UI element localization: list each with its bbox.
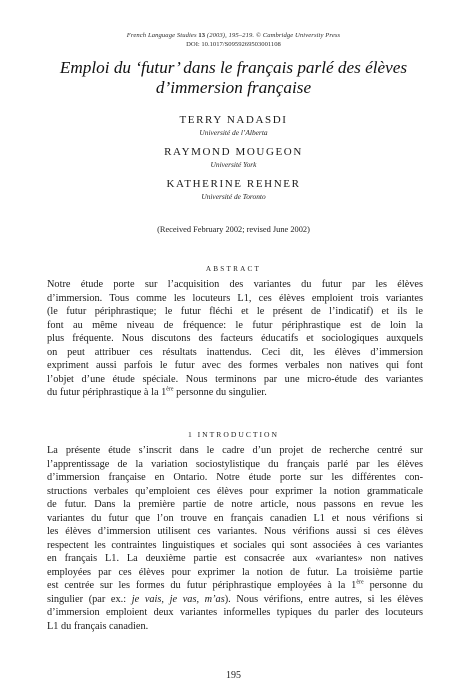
text-line: L1 du français canadien. bbox=[47, 620, 149, 632]
text-line: La présente étude s’inscrit dans le cadre d’un projet de recherche centré sur bbox=[47, 445, 423, 456]
text-line: les élèves d’immersion utilisent ces variantes. Nous vérifions aussi si ces élèves bbox=[47, 526, 423, 537]
section-heading: 1 INTRODUCTION bbox=[187, 430, 280, 439]
text-line: employées par ces élèves pour exprimer la notion de futur. La troisième partie bbox=[47, 566, 423, 578]
doi: DOI: 10.1017/S0959269503001108 bbox=[186, 41, 281, 48]
author-name: RAYMOND MOUGEON bbox=[164, 146, 303, 158]
text-fragment: singulier (par ex.: bbox=[47, 593, 132, 605]
text-line: on peut attribuer ces résultats inattendus. Ceci dit, les élèves d’immersion bbox=[47, 346, 423, 358]
title-line-2: d’immersion française bbox=[155, 78, 312, 97]
example-forms: je vais, je vas, m’as bbox=[131, 593, 225, 605]
article-title bbox=[30, 58, 437, 98]
author-affiliation: Université de Toronto bbox=[201, 192, 266, 201]
page-number: 195 bbox=[226, 670, 241, 681]
text-line bbox=[47, 579, 423, 593]
ordinal-superscript: ère bbox=[166, 386, 174, 393]
text-line: (le futur périphrastique; le futur fléchi et le présent de l’indicatif) et ils le bbox=[47, 306, 423, 317]
text-line: l’objet d’une étude spéciale. Nous terminons par une micro-étude des variantes bbox=[47, 373, 423, 385]
author-name: TERRY NADASDI bbox=[179, 114, 288, 126]
text-line: d’immersion française en Ontario. Notre étude porte sur les différentes con- bbox=[47, 472, 423, 483]
introduction-text bbox=[47, 444, 423, 633]
received-dates: (Received February 2002; revised June 2002) bbox=[157, 225, 310, 234]
text-line bbox=[47, 593, 423, 607]
text-line bbox=[47, 386, 423, 400]
author-name: KATHERINE REHNER bbox=[166, 178, 301, 190]
ordinal-superscript: ère bbox=[356, 579, 364, 586]
text-line: variantes du futur que l’on trouve en français canadien L1 et nous vérifions si bbox=[47, 512, 423, 524]
text-line: font au même niveau de fréquence: le futur périphrastique est de loin la bbox=[47, 319, 423, 331]
text-line: Notre étude porte sur l’acquisition des variantes du futur par les élèves bbox=[47, 279, 423, 290]
text-line: plus fréquente. Nous discutons des facteurs éducatifs et sociologiques auxquels bbox=[47, 333, 423, 344]
text-fragment: est centrée sur les formes du futur périphrastique employées à la 1 bbox=[47, 580, 357, 591]
author-affiliation: Université de l’Alberta bbox=[199, 128, 268, 137]
title-line-1: Emploi du ‘futur’ dans le français parlé des élèves bbox=[59, 58, 408, 77]
journal-pages: (2003), 195–219. © Cambridge University Press bbox=[206, 32, 341, 39]
text-fragment: ). Nous vérifions, entre autres, si les élèves bbox=[224, 593, 423, 605]
text-line: respectent les contraintes linguistiques et sociales qui sont associées à ces variantes bbox=[47, 539, 423, 551]
abstract-text bbox=[47, 278, 423, 400]
text-fragment: du futur périphrastique à la 1 bbox=[47, 387, 167, 398]
journal-name: French Language Studies bbox=[126, 32, 197, 39]
text-line: expriment aussi parfois le futur avec des formes verbales non natives qui font bbox=[47, 360, 423, 371]
text-line: en français L1. La deuxième partie est consacrée aux «variantes» non natives bbox=[47, 553, 423, 564]
text-fragment: personne du bbox=[363, 580, 423, 591]
text-line: d’immersion emploient deux variantes informelles typiques du parler des locuteurs bbox=[47, 607, 423, 618]
journal-volume: 13 bbox=[198, 32, 206, 39]
text-line: structions verbales qu’emploient ces élèves pour exprimer la notion grammaticale bbox=[47, 485, 423, 497]
abstract-heading: ABSTRACT bbox=[205, 265, 262, 273]
author-affiliation: Université York bbox=[210, 160, 257, 169]
text-line: l’apprentissage de la variation sociostylistique du français parlé par les élèves bbox=[47, 458, 423, 470]
journal-citation bbox=[0, 32, 467, 39]
text-line: d’immersion. Tous comme les locuteurs L1, ces élèves emploient trois variantes bbox=[47, 292, 423, 304]
text-fragment: personne du singulier. bbox=[173, 387, 267, 398]
text-line: de futur. Dans la première partie de notre article, nous passons en revue les bbox=[47, 499, 423, 510]
